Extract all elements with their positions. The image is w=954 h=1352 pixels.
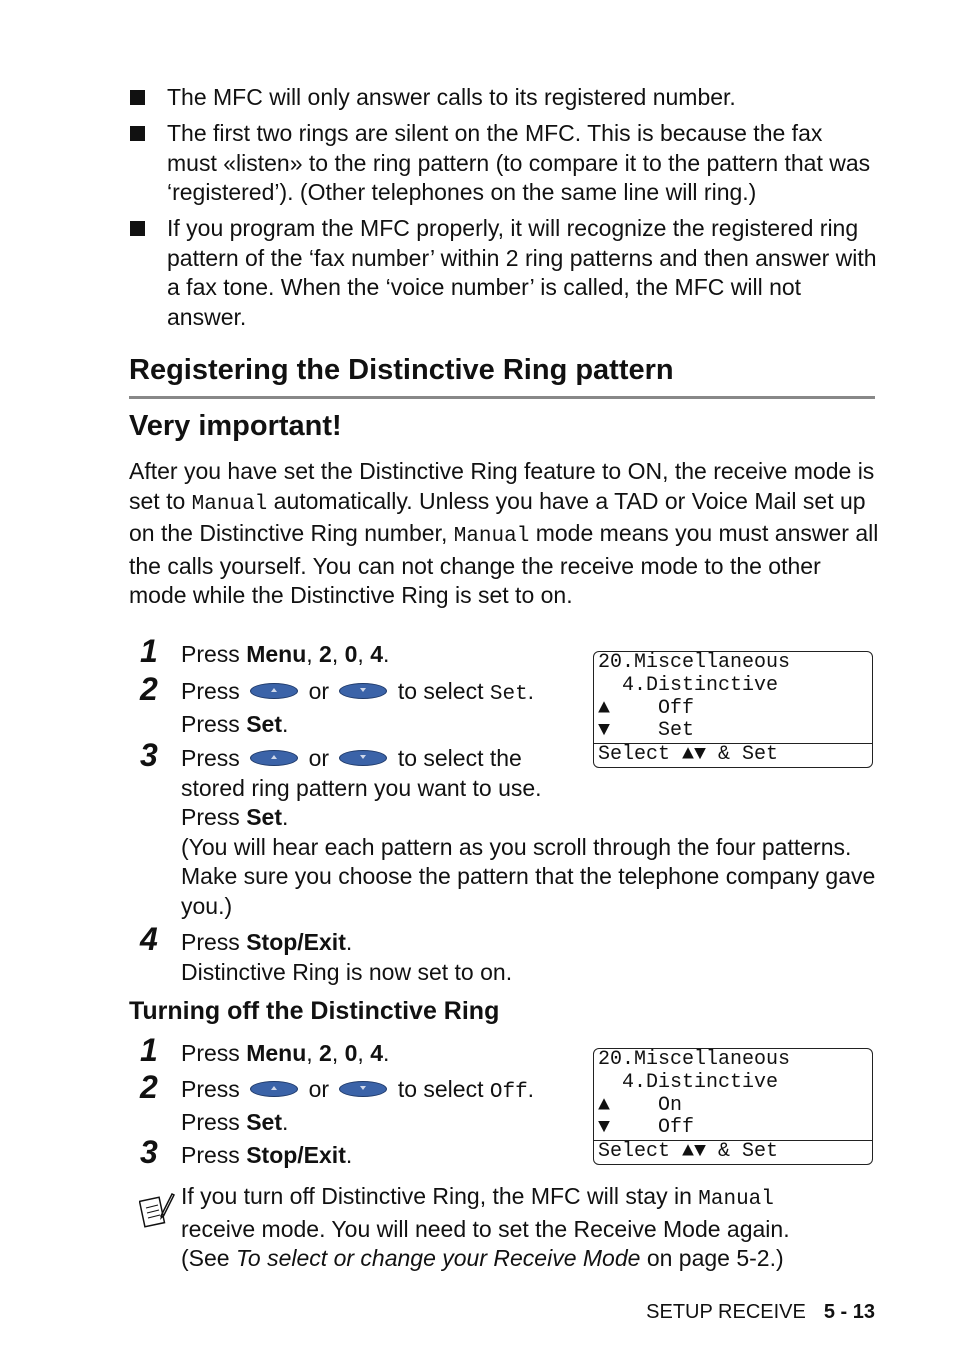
- comma: ,: [331, 1040, 339, 1066]
- page-footer: [646, 1301, 875, 1324]
- register-step-2: [181, 677, 534, 739]
- step3-note: (You will hear each pattern as you scroll through the four patterns. Make sure you choose the pattern that the telephone company gave you.): [181, 833, 876, 919]
- lcd-line: ▼ Set: [598, 719, 695, 743]
- press-label: Press: [181, 1108, 240, 1135]
- note-text-3b: on page 5-2.): [646, 1245, 784, 1271]
- set-key: Set: [246, 804, 282, 830]
- key-4: 4: [370, 1040, 383, 1066]
- step-number-2: 2: [140, 1069, 158, 1105]
- to-select-the-label: to select the: [397, 745, 522, 771]
- note-block: [181, 1182, 881, 1274]
- comma: ,: [357, 641, 364, 667]
- press-label: Press: [181, 1076, 240, 1102]
- turnoff-title: Turning off the Distinctive Ring: [129, 997, 500, 1025]
- note-pencil-icon: [139, 1190, 175, 1230]
- comma: ,: [357, 1040, 364, 1066]
- footer-page-number: 5 - 13: [823, 1301, 875, 1323]
- press-label: Press: [181, 710, 240, 737]
- key-0: 0: [344, 1040, 358, 1066]
- lcd-line: 20.Miscellaneous: [598, 1048, 791, 1071]
- register-step-4: [181, 928, 512, 987]
- step-number-1: 1: [140, 1032, 158, 1068]
- footer-section: SETUP RECEIVE: [646, 1301, 806, 1323]
- intro-text-2: automatically. Unless you have a TAD or Voice Mail set up on the Distinctive Ring number,: [129, 487, 866, 547]
- period: .: [527, 1076, 535, 1102]
- press-label: Press: [181, 1142, 240, 1168]
- key-4: 4: [370, 641, 383, 667]
- menu-key: Menu: [246, 641, 307, 667]
- bullet-marker: [130, 221, 145, 236]
- scroll-up-button-icon: [250, 1081, 298, 1097]
- lcd-line: 4.Distinctive: [598, 1070, 779, 1094]
- period: .: [281, 804, 289, 830]
- turnoff-step-2: [181, 1075, 534, 1137]
- or-label: or: [308, 678, 330, 704]
- stop-exit-key: Stop/Exit: [246, 929, 346, 955]
- register-step-1: [181, 640, 389, 670]
- bullet-marker: [130, 90, 145, 105]
- press-label: Press: [181, 804, 240, 830]
- scroll-down-button-icon: [339, 750, 387, 766]
- key-2: 2: [319, 641, 332, 667]
- to-select-label: to select: [397, 678, 484, 704]
- intro-text-3: mode means you must answer all the calls yourself. You can not change the receive mode to the other mode while the Distinctive Ring is set to on.: [129, 520, 879, 609]
- note-text-3a: (See: [181, 1245, 230, 1271]
- comma: ,: [331, 641, 339, 667]
- bullet-marker: [130, 126, 145, 141]
- key-0: 0: [344, 641, 358, 667]
- section-title: Registering the Distinctive Ring pattern: [129, 354, 674, 386]
- scroll-up-button-icon: [250, 683, 298, 699]
- to-select-label: to select: [397, 1076, 484, 1102]
- step-number-3: 3: [140, 737, 158, 773]
- note-text-2: receive mode. You will need to set the Receive Mode again.: [181, 1215, 790, 1242]
- press-label: Press: [181, 745, 240, 771]
- intro-text-1: After you have set the Distinctive Ring feature to ON, the receive mode is set to: [129, 458, 875, 514]
- press-label: Press: [181, 1040, 240, 1066]
- period: .: [281, 1108, 289, 1135]
- section-rule: [129, 396, 875, 399]
- period: .: [281, 710, 289, 737]
- scroll-up-button-icon: [250, 750, 298, 766]
- lcd-line: 20.Miscellaneous: [598, 651, 791, 674]
- step-number-3: 3: [140, 1134, 158, 1170]
- turnoff-step-3: [181, 1141, 352, 1171]
- set-key: Set: [246, 710, 282, 737]
- set-key: Set: [246, 1108, 282, 1135]
- key-2: 2: [319, 1040, 332, 1066]
- step3-line2: stored ring pattern you want to use.: [181, 774, 542, 801]
- register-step-3: [181, 744, 881, 921]
- step-number-4: 4: [140, 921, 158, 957]
- lcd-line: ▼ Off: [598, 1116, 695, 1140]
- option-off: Off: [489, 1081, 528, 1104]
- period: .: [382, 641, 390, 667]
- lcd-line: ▲ On: [598, 1093, 683, 1117]
- menu-key: Menu: [246, 1040, 307, 1066]
- bullet-text-1: The MFC will only answer calls to its registered number.: [167, 84, 736, 110]
- turnoff-step-1: [181, 1039, 389, 1069]
- scroll-down-button-icon: [339, 1081, 387, 1097]
- step-number-2: 2: [140, 671, 158, 707]
- scroll-down-button-icon: [339, 683, 387, 699]
- bullet-text-3: If you program the MFC properly, it will recognize the registered ring pattern of the ‘fax number’ within 2 ring patterns and then answer with a fax tone. When the ‘voice number’ is called, the MFC will not answer.: [167, 215, 877, 330]
- period: .: [527, 678, 535, 704]
- bullet-text-2: The first two rings are silent on the MFC. This is because the fax must «listen» to the ring pattern (to compare it to the pattern that was ‘registered’). (Other telephones on the same line will ring.): [167, 120, 871, 205]
- press-label: Press: [181, 678, 240, 704]
- note-text-1: If you turn off Distinctive Ring, the MFC will stay in: [181, 1183, 692, 1209]
- stop-exit-key: Stop/Exit: [246, 1142, 346, 1168]
- period: .: [382, 1040, 390, 1066]
- lcd-footer-line: Select ▲▼ & Set: [594, 1140, 872, 1164]
- period: .: [345, 1142, 353, 1168]
- option-set: Set: [489, 683, 528, 706]
- or-label: or: [308, 1076, 330, 1102]
- step4-line2: Distinctive Ring is now set to on.: [181, 958, 513, 985]
- lcd-display-1: [593, 651, 873, 768]
- note-link-reference: To select or change your Receive Mode: [235, 1245, 641, 1271]
- lcd-display-2: [593, 1048, 873, 1165]
- period: .: [345, 929, 353, 955]
- lcd-line: ▲ Off: [598, 696, 695, 720]
- important-title: Very important!: [129, 410, 342, 442]
- note-code-manual: Manual: [698, 1188, 774, 1211]
- lcd-line: 4.Distinctive: [598, 673, 779, 697]
- intro-code-manual-2: Manual: [453, 525, 530, 549]
- press-label: Press: [181, 641, 240, 667]
- step-number-1: 1: [140, 633, 158, 669]
- or-label: or: [308, 745, 330, 771]
- comma: ,: [306, 1040, 313, 1066]
- lcd-footer-line: Select ▲▼ & Set: [594, 743, 872, 767]
- intro-paragraph: [129, 457, 879, 611]
- comma: ,: [306, 641, 313, 667]
- intro-code-manual-1: Manual: [191, 492, 268, 516]
- press-label: Press: [181, 929, 240, 955]
